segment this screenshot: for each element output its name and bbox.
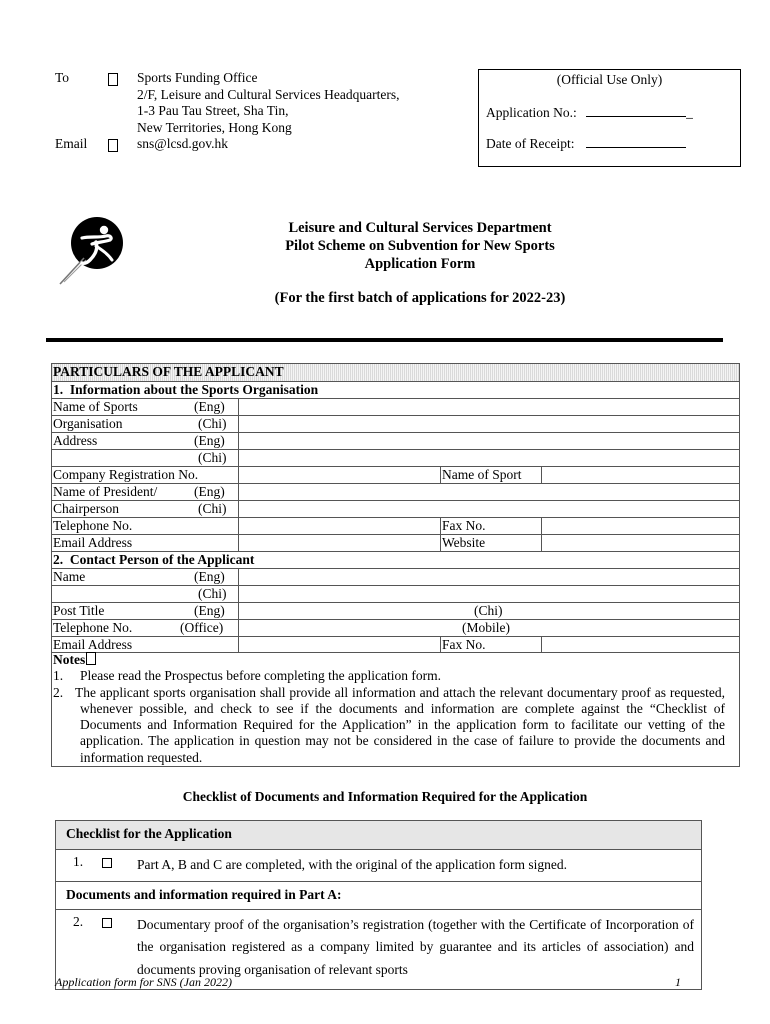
contact-name-eng-row [52,568,739,585]
part-a-heading-row [56,881,701,909]
scheme-title: Pilot Scheme on Subvention for New Sports [285,238,555,254]
website-label: Website [442,535,486,550]
address-line-4: New Territories, Hong Kong [137,119,292,135]
checklist-item-text: Documentary proof of the organisation’s registration (together with the Certificate of Incorporation of the organisation registered as a company limited by guarantee and its articles of association) and documents proving organisation of relevant sports [137,916,694,977]
checkbox[interactable] [102,918,112,928]
post-title-eng-input[interactable] [239,603,469,619]
mobile-label: (Mobile) [462,620,510,635]
telephone-input[interactable] [239,518,440,534]
divider [46,338,723,342]
batch-subtitle: (For the first batch of applications for 2022-23) [274,290,566,306]
checkbox[interactable] [102,858,112,868]
cell-divider [440,518,441,534]
address-eng-input[interactable] [239,433,739,449]
org-name-eng-row [52,398,739,415]
president-chi-row [52,500,739,517]
website-input[interactable] [542,535,739,551]
eng-label: (Eng) [194,569,225,584]
note-number: 2. [53,684,64,700]
address-chi-row [52,449,739,466]
to-row [55,70,69,87]
org-name-chi-input[interactable] [239,416,739,432]
eng-label: (Eng) [194,399,225,414]
dept-title: Leisure and Cultural Services Department [288,220,552,236]
contact-name-chi-row [52,585,739,602]
post-title-label: Post Title [53,603,105,618]
footer-form-name: Application form for SNS (Jan 2022) [55,975,232,989]
president-eng-input[interactable] [239,484,739,500]
company-reg-input[interactable] [239,467,440,483]
form-title: Application Form [364,256,476,272]
contact-name-chi-input[interactable] [239,586,739,602]
chi-label: (Chi) [474,603,503,618]
post-title-chi-input[interactable] [512,603,739,619]
telephone-row [52,517,739,534]
chairperson-label: Chairperson [53,501,119,516]
email-address[interactable]: sns@lcsd.gov.hk [137,136,229,151]
contact-name-label: Name [53,569,86,584]
lcsd-logo-icon [58,214,128,286]
notes-label: Notes [53,652,86,667]
fax-label: Fax No. [442,518,486,533]
company-reg-label: Company Registration No. [53,467,199,482]
telephone-label: Telephone No. [53,518,133,533]
office-phone-input[interactable] [239,620,449,636]
date-of-receipt-field [486,135,686,152]
note-item [53,668,739,684]
missing-glyph-icon [108,139,118,152]
cell-divider [440,535,441,551]
president-label: Name of President/ [53,484,158,499]
checklist-item-number: 2. [73,913,84,929]
chi-label: (Chi) [198,586,227,601]
missing-glyph-icon [108,73,118,86]
chi-label: (Chi) [198,416,227,431]
note-text: Please read the Prospectus before completing the application form. [80,668,442,684]
date-of-receipt-label: Date of Receipt: [486,136,575,151]
particulars-heading-row [52,364,739,381]
checklist-head-row [56,821,701,849]
email-address-label: Email Address [53,535,133,550]
address-line-2: 2/F, Leisure and Cultural Services Headquarters, [137,86,400,102]
address-chi-input[interactable] [239,450,739,466]
president-chi-input[interactable] [239,501,739,517]
email-row [52,534,739,551]
part-a-heading: Documents and information required in Part A: [66,886,342,902]
particulars-heading: PARTICULARS OF THE APPLICANT [53,364,284,379]
date-of-receipt-input[interactable] [586,135,686,148]
contact-email-input[interactable] [239,637,440,653]
post-title-row [52,602,739,619]
official-use-title: (Official Use Only) [556,72,663,87]
chi-label: (Chi) [198,501,227,516]
checklist-item-1 [56,849,701,881]
eng-label: (Eng) [194,433,225,448]
missing-glyph-icon [86,652,96,665]
org-name-chi-row [52,415,739,432]
particulars-table [51,363,740,767]
president-eng-row [52,483,739,500]
section2-heading: 2. Contact Person of the Applicant [53,552,255,567]
contact-telephone-label: Telephone No. [53,620,133,635]
notes-heading [53,652,739,668]
contact-fax-input[interactable] [542,637,739,653]
section2-row [52,551,739,568]
fax-input[interactable] [542,518,739,534]
contact-name-eng-input[interactable] [239,569,739,585]
to-label: To [55,70,70,85]
email-address-input[interactable] [239,535,440,551]
checklist-item-number: 1. [73,854,84,869]
note-item [53,685,739,766]
org-name-label: Name of Sports [53,399,138,414]
official-use-box [478,69,741,167]
address-line-1: Sports Funding Office [137,70,258,85]
checklist-table [55,820,702,990]
cell-divider [440,637,441,653]
checklist-item-text: Part A, B and C are completed, with the original of the application form signed. [137,857,568,872]
email-row [55,136,87,153]
section1-heading: 1. Information about the Sports Organisation [53,382,319,397]
name-of-sport-input[interactable] [542,467,739,483]
address-label: Address [53,433,98,448]
notes-section [52,652,739,766]
org-label: Organisation [53,416,123,431]
cell-divider [440,467,441,483]
page-number: 1 [675,975,681,989]
note-number: 1. [53,668,64,684]
email-label: Email [55,136,88,151]
company-reg-row [52,466,739,483]
contact-email-row [52,636,739,653]
mobile-phone-input[interactable] [522,620,739,636]
name-of-sport-label: Name of Sport [442,467,522,482]
checklist-title: Checklist of Documents and Information Required for the Application [182,789,588,804]
section1-row [52,381,739,398]
eng-label: (Eng) [194,484,225,499]
application-no-field [486,104,693,121]
contact-email-label: Email Address [53,637,133,652]
org-name-eng-input[interactable] [239,399,739,415]
application-no-label: Application No.: [486,105,577,120]
chi-label: (Chi) [198,450,227,465]
application-no-input[interactable] [586,104,686,117]
office-label: (Office) [180,620,224,635]
note-text: The applicant sports organisation shall provide all information and attach the relevant documentary proof as requested, whenever possible, and check to see if the documents and information are complete against the “Checklist of Documents and Information Required for the Application” in the application form to facilitate our vetting of the application. The application in question may not be considered in the case of failure to provide the documents and information requested. [75,684,725,765]
eng-label: (Eng) [194,603,225,618]
application-no-suffix: _ [686,105,693,120]
checklist-head: Checklist for the Application [66,826,232,841]
contact-fax-label: Fax No. [442,637,486,652]
address-eng-row [52,432,739,449]
address-line-3: 1-3 Pau Tau Street, Sha Tin, [137,103,289,118]
contact-telephone-row [52,619,739,636]
